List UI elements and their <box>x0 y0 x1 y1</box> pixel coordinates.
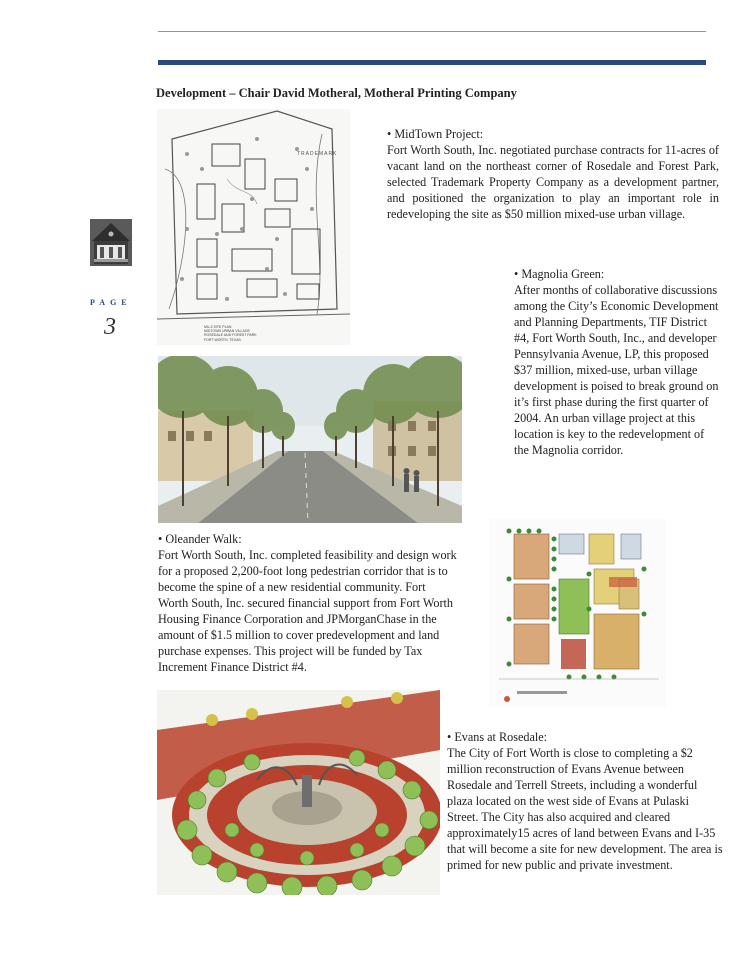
oleander-section <box>158 531 458 675</box>
midtown-section <box>387 126 719 222</box>
page-heading: Development – Chair David Motheral, Motheral Printing Company <box>156 86 517 100</box>
evans-plaza-rendering <box>157 690 440 895</box>
magnolia-section <box>514 266 720 458</box>
site-plan-caption-line: ROSEDALE AND FOREST PARK <box>204 333 257 338</box>
magnolia-title: • Magnolia Green: <box>514 267 605 281</box>
magnolia-body: After months of collaborative discussions among the City’s Economic Development and Planning Departments, TIF District #4, Fort Worth South, Inc., and developer Pennsylvania Avenue, LP, this proposed $37 million, mixed-use, urban village development is poised to break ground on it’s first phase during the first quarter of 2004. An urban village project at this location is key to the redevelopment of the Magnolia corridor. <box>514 283 719 457</box>
midtown-site-plan-image <box>157 109 350 345</box>
site-plan-caption <box>204 325 257 342</box>
page-label: PAGE <box>90 298 132 307</box>
site-plan-caption-line: FORT WORTH, TEXAS <box>204 337 241 342</box>
building-logo-icon <box>90 219 132 266</box>
evans-body: The City of Fort Worth is close to completing a $2 million reconstruction of Evans Avenue between Rosedale and Terrell Streets, including a wonderful plaza located on the west side of Evans at Pulaski Street. The City has also acquired and cleared approximately15 acres of land between Evans and I-35 that will become a site for new development. The area is primed for new public and private investment. <box>447 746 723 872</box>
top-thin-rule <box>158 31 706 32</box>
oleander-title: • Oleander Walk: <box>158 532 242 546</box>
site-plan-caption-line: MIDTOWN URBAN VILLAGE <box>204 329 250 334</box>
site-plan-brand: TRADEMARK <box>297 151 338 157</box>
oleander-body: Fort Worth South, Inc. completed feasibility and design work for a proposed 2,200-foot long pedestrian corridor that is to become the spine of a new residential community. Fort Worth South, Inc. secured financial support from Fort Worth Housing Finance Corporation and JPMorganChase in the amount of $1.5 million to cover predevelopment and land purchase expenses. This project will be funded by Tax Increment Finance District #4. <box>158 548 457 674</box>
evans-title: • Evans at Rosedale: <box>447 730 548 744</box>
oleander-walk-rendering <box>158 356 462 523</box>
midtown-title: • MidTown Project: <box>387 127 484 141</box>
page-number: 3 <box>104 314 116 340</box>
site-plan-caption-line: MU-2 SITE PLAN <box>204 325 232 329</box>
header-rule <box>158 60 706 65</box>
midtown-body: Fort Worth South, Inc. negotiated purchase contracts for 11-acres of vacant land on the northeast corner of Rosedale and Forest Park, selected Trademark Property Company as a development partner, and positioned the organization to play an important role in redeveloping the site as $50 million mixed-use urban village. <box>387 143 719 221</box>
evans-section <box>447 729 723 873</box>
magnolia-green-site-plan-image <box>489 519 666 707</box>
